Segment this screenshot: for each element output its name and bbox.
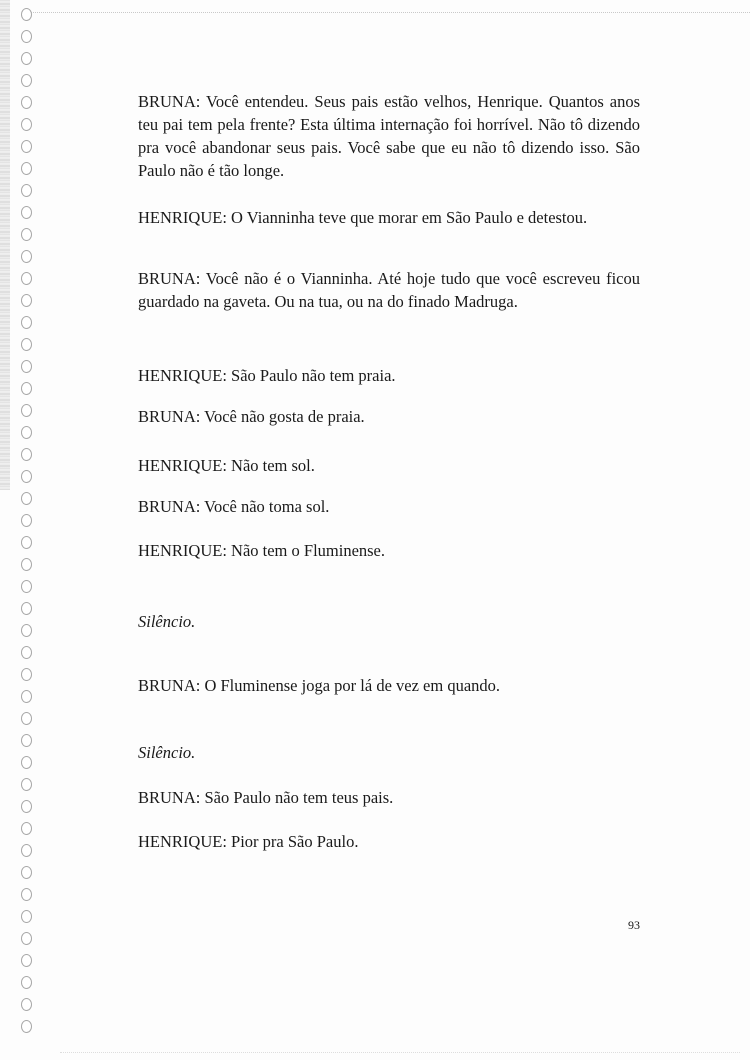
top-edge-rule [22, 12, 750, 13]
binder-hole [21, 602, 32, 615]
binder-hole [21, 316, 32, 329]
binder-hole [21, 184, 32, 197]
binder-hole [21, 140, 32, 153]
binder-hole [21, 888, 32, 901]
binder-hole [21, 272, 32, 285]
binder-holes [19, 8, 35, 1038]
binder-hole [21, 954, 32, 967]
binder-hole [21, 1020, 32, 1033]
binder-hole [21, 646, 32, 659]
binder-hole [21, 404, 32, 417]
binder-hole [21, 338, 32, 351]
binder-hole [21, 778, 32, 791]
binder-hole [21, 976, 32, 989]
binder-hole [21, 844, 32, 857]
binder-hole [21, 360, 32, 373]
binder-hole [21, 294, 32, 307]
binder-hole [21, 734, 32, 747]
binder-hole [21, 514, 32, 527]
dialogue-bruna-3: BRUNA: Você não gosta de praia. [138, 407, 365, 426]
binder-hole [21, 624, 32, 637]
binder-hole [21, 470, 32, 483]
dialogue-bruna-6: BRUNA: São Paulo não tem teus pais. [138, 788, 394, 807]
dialogue-henrique-2: HENRIQUE: São Paulo não tem praia. [138, 366, 396, 385]
binder-hole [21, 800, 32, 813]
binder-hole [21, 690, 32, 703]
binder-hole [21, 118, 32, 131]
binder-hole [21, 8, 32, 21]
dialogue-bruna-2: BRUNA: Você não é o Vianninha. Até hoje tudo que você escreveu ficou guardado na gaveta. Ou na tua, ou na do finado Madruga. [138, 269, 640, 311]
binder-hole [21, 668, 32, 681]
dialogue-henrique-3: HENRIQUE: Não tem sol. [138, 456, 315, 475]
dialogue-henrique-4: HENRIQUE: Não tem o Fluminense. [138, 541, 386, 560]
binder-hole [21, 712, 32, 725]
binder-hole [21, 998, 32, 1011]
binder-hole [21, 250, 32, 263]
binder-hole [21, 96, 32, 109]
binder-hole [21, 932, 32, 945]
binder-hole [21, 30, 32, 43]
binder-hole [21, 162, 32, 175]
stage-direction-silence-1: Silêncio. [138, 612, 196, 631]
stage-direction-silence-2: Silêncio. [138, 743, 196, 762]
dialogue-henrique-5: HENRIQUE: Pior pra São Paulo. [138, 832, 359, 851]
binder-hole [21, 382, 32, 395]
page-number: 93 [628, 918, 640, 932]
binder-hole [21, 910, 32, 923]
binder-hole [21, 866, 32, 879]
binder-hole [21, 756, 32, 769]
binder-hole [21, 822, 32, 835]
binder-hole [21, 228, 32, 241]
binder-hole [21, 536, 32, 549]
dialogue-bruna-4: BRUNA: Você não toma sol. [138, 497, 330, 516]
binder-hole [21, 580, 32, 593]
dialogue-bruna-1: BRUNA: Você entendeu. Seus pais estão velhos, Henrique. Quantos anos teu pai tem pela frente? Esta última internação foi horrível. Não tô dizendo pra você abandonar seus pais. Você sabe que eu não tô dizendo isso. São Paulo não é tão longe. [138, 92, 640, 180]
binder-hole [21, 74, 32, 87]
binder-hole [21, 52, 32, 65]
scan-edge-shadow [0, 0, 10, 490]
binder-hole [21, 206, 32, 219]
binder-hole [21, 558, 32, 571]
dialogue-bruna-5: BRUNA: O Fluminense joga por lá de vez em quando. [138, 676, 501, 695]
binder-hole [21, 448, 32, 461]
bottom-edge-rule [60, 1052, 740, 1053]
binder-hole [21, 426, 32, 439]
dialogue-henrique-1: HENRIQUE: O Vianninha teve que morar em São Paulo e detestou. [138, 208, 588, 227]
binder-hole [21, 492, 32, 505]
